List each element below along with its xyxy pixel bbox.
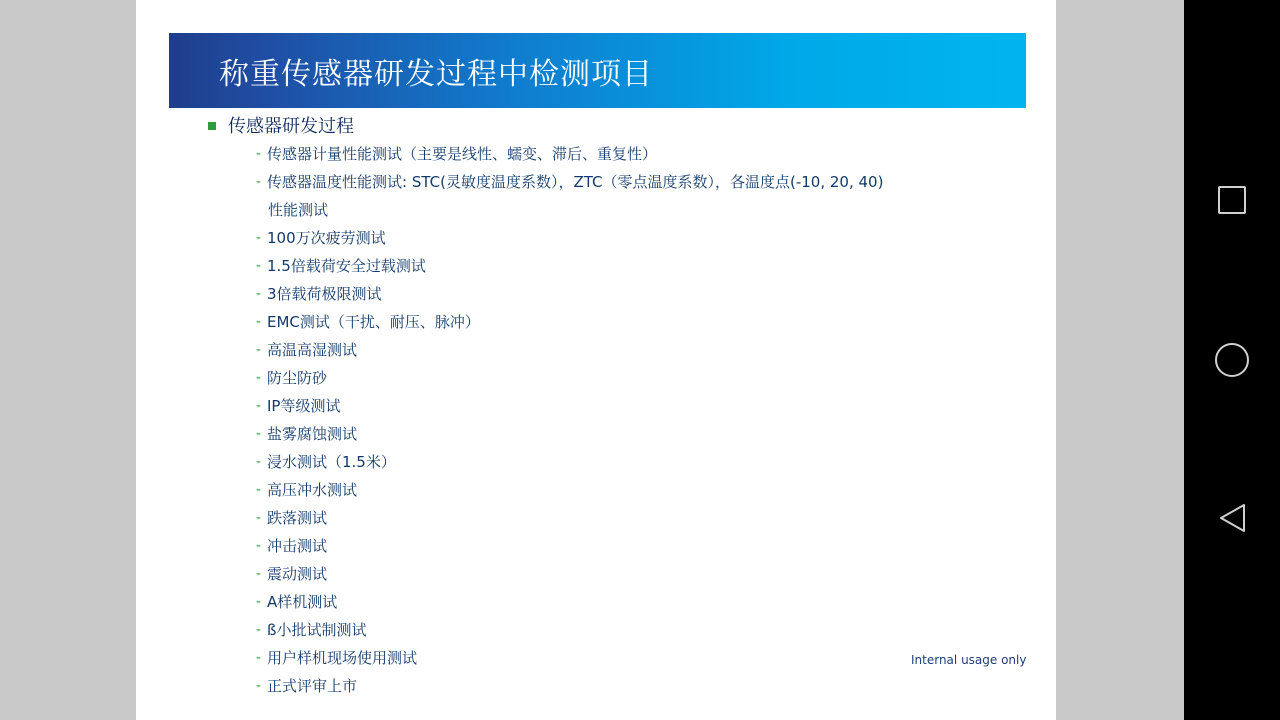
list-item bbox=[256, 478, 1056, 502]
dash-bullet-icon: - bbox=[256, 285, 261, 302]
home-button[interactable] bbox=[1184, 312, 1280, 408]
list-item-label: 正式评审上市 bbox=[267, 677, 358, 695]
dash-bullet-icon: - bbox=[256, 369, 261, 386]
dash-bullet-icon: - bbox=[256, 425, 261, 442]
bullet-level1 bbox=[208, 112, 1056, 138]
list-item bbox=[256, 310, 1056, 334]
recents-square-icon bbox=[1218, 186, 1246, 214]
list-item bbox=[256, 338, 1056, 362]
slide-title-bar bbox=[169, 33, 1026, 108]
home-circle-icon bbox=[1215, 343, 1249, 377]
dash-bullet-icon: - bbox=[256, 537, 261, 554]
list-item bbox=[256, 282, 1056, 306]
list-item bbox=[256, 506, 1056, 530]
dash-bullet-icon: - bbox=[256, 677, 261, 694]
dash-bullet-icon: - bbox=[256, 481, 261, 498]
list-item bbox=[256, 450, 1056, 474]
dash-bullet-icon: - bbox=[256, 509, 261, 526]
list-item bbox=[256, 366, 1056, 390]
dash-bullet-icon: - bbox=[256, 397, 261, 414]
dash-bullet-icon: - bbox=[256, 145, 261, 162]
list-item-label: ß小批试制测试 bbox=[267, 621, 367, 639]
dash-bullet-icon: - bbox=[256, 453, 261, 470]
dash-bullet-icon: - bbox=[256, 257, 261, 274]
back-triangle-icon bbox=[1218, 503, 1246, 538]
slide-canvas bbox=[136, 0, 1056, 720]
list-item-label: 3倍载荷极限测试 bbox=[267, 285, 382, 303]
list-item-label: 冲击测试 bbox=[267, 537, 328, 555]
list-item-label: 1.5倍载荷安全过载测试 bbox=[267, 257, 426, 275]
list-item-label: 震动测试 bbox=[267, 565, 328, 583]
android-navigation-bar bbox=[1184, 0, 1280, 720]
footer-note: Internal usage only bbox=[911, 653, 1027, 667]
list-item-label: EMC测试（干扰、耐压、脉冲） bbox=[267, 313, 480, 331]
page-title: 称重传感器研发过程中检测项目 bbox=[219, 56, 653, 92]
square-bullet-icon bbox=[208, 122, 216, 130]
dash-bullet-icon: - bbox=[256, 565, 261, 582]
list-item-label: 防尘防砂 bbox=[267, 369, 328, 387]
list-item-label: 高温高湿测试 bbox=[267, 341, 358, 359]
list-item bbox=[256, 422, 1056, 446]
list-item-label: 100万次疲劳测试 bbox=[267, 229, 386, 247]
list-item-continuation bbox=[268, 198, 1056, 222]
list-item-label: 传感器温度性能测试: STC(灵敏度温度系数），ZTC（零点温度系数），各温度点(-10, 20, 40) bbox=[267, 173, 884, 191]
dash-bullet-icon: - bbox=[256, 313, 261, 330]
list-item-label: 性能测试 bbox=[268, 201, 329, 219]
list-item-label: 盐雾腐蚀测试 bbox=[267, 425, 358, 443]
left-gutter bbox=[0, 0, 136, 720]
list-item bbox=[256, 394, 1056, 418]
list-item bbox=[256, 226, 1056, 250]
list-item-label: 跌落测试 bbox=[267, 509, 328, 527]
dash-bullet-icon: - bbox=[256, 173, 261, 190]
dash-bullet-icon: - bbox=[256, 621, 261, 638]
right-gutter bbox=[1056, 0, 1184, 720]
list-item-label: 用户样机现场使用测试 bbox=[267, 649, 418, 667]
back-button[interactable] bbox=[1184, 472, 1280, 568]
bullet-level1-label: 传感器研发过程 bbox=[228, 116, 354, 137]
slide-content bbox=[136, 112, 1056, 702]
list-item-label: 高压冲水测试 bbox=[267, 481, 358, 499]
list-item bbox=[256, 674, 1056, 698]
list-item bbox=[256, 142, 1056, 166]
list-item-label: IP等级测试 bbox=[267, 397, 341, 415]
recents-button[interactable] bbox=[1184, 152, 1280, 248]
dash-bullet-icon: - bbox=[256, 649, 261, 666]
list-item-label: 传感器计量性能测试（主要是线性、蠕变、滞后、重复性） bbox=[267, 145, 658, 163]
list-item bbox=[256, 254, 1056, 278]
list-item bbox=[256, 590, 1056, 614]
list-item bbox=[256, 170, 1056, 194]
list-item bbox=[256, 618, 1056, 642]
dash-bullet-icon: - bbox=[256, 229, 261, 246]
dash-bullet-icon: - bbox=[256, 341, 261, 358]
list-item-label: A样机测试 bbox=[267, 593, 338, 611]
list-item bbox=[256, 534, 1056, 558]
list-item-label: 浸水测试（1.5米） bbox=[267, 453, 396, 471]
list-item bbox=[256, 562, 1056, 586]
dash-bullet-icon: - bbox=[256, 593, 261, 610]
